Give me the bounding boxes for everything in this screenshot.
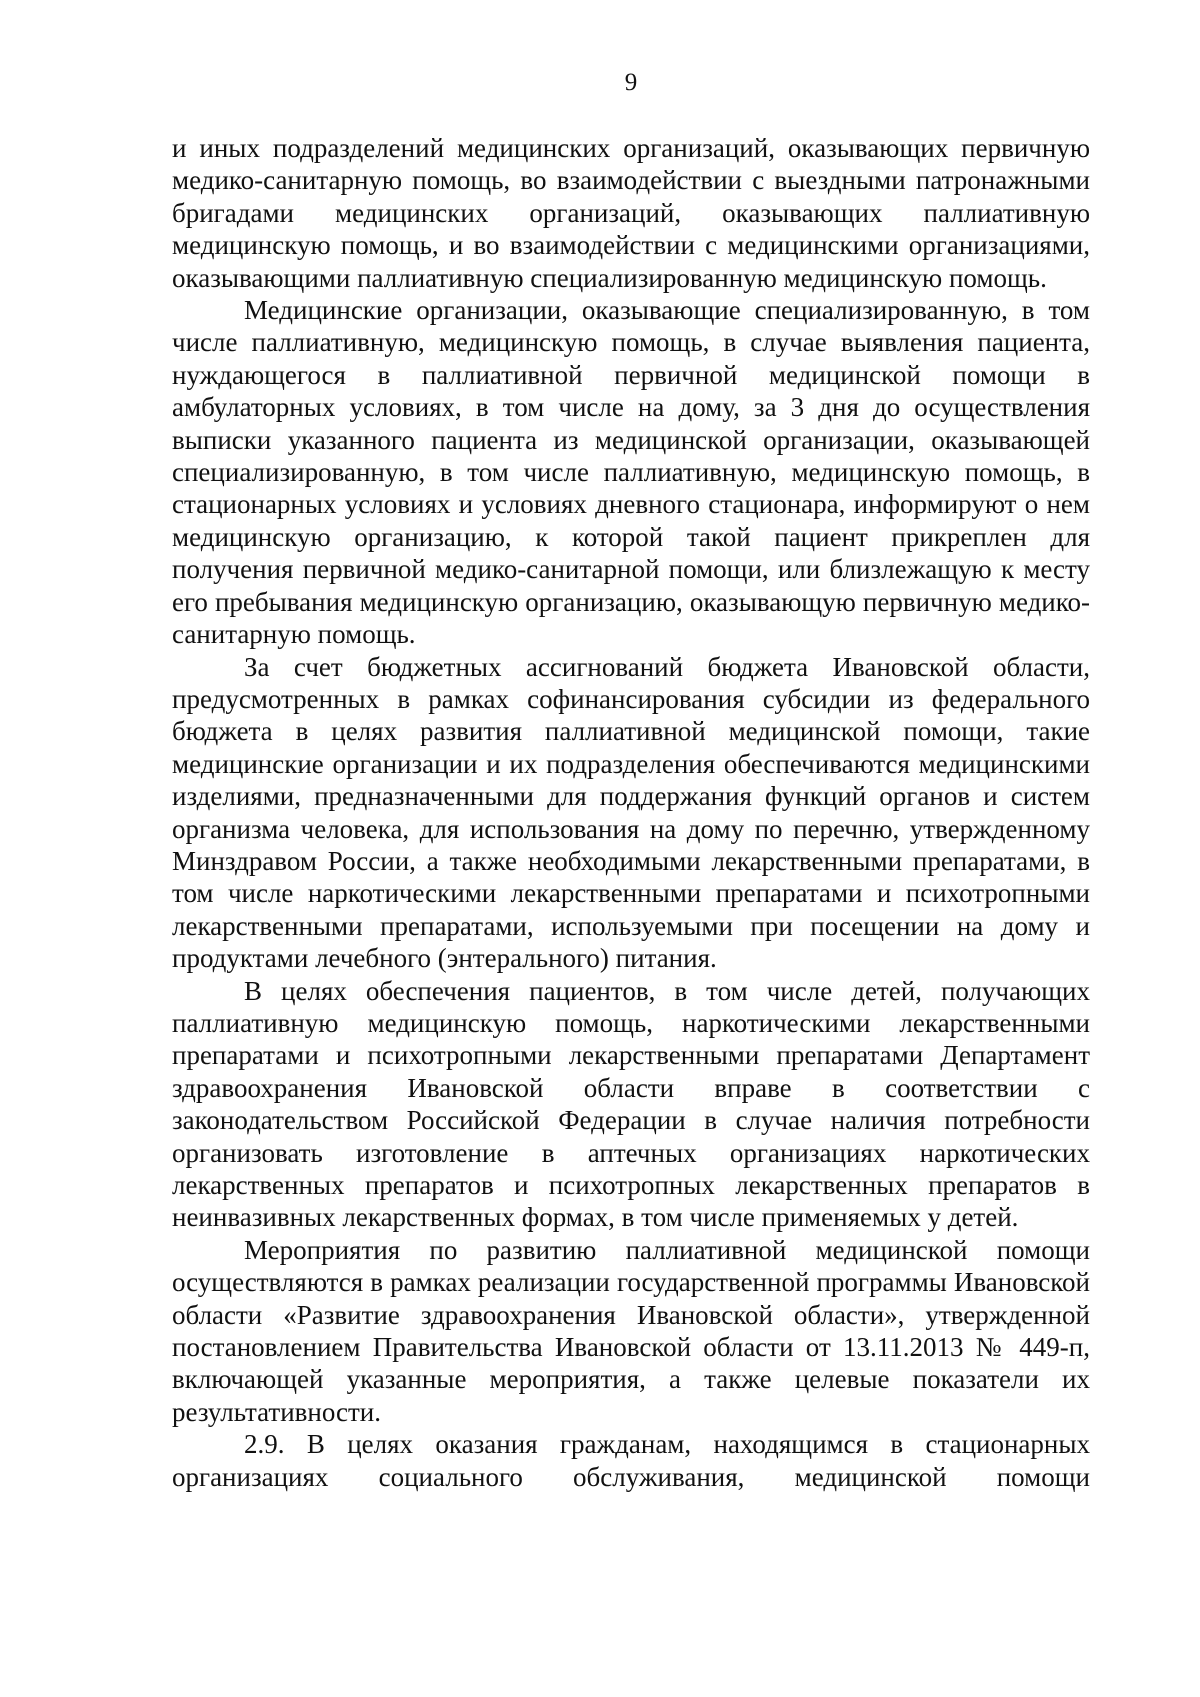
- paragraph-notification: Медицинские организации, оказывающие специализированную, в том числе паллиативную, медицинскую помощь, в случае выявления пациента, нуждающегося в паллиативной первичной медицинской помощи в амбулаторных условиях, в том числе на дому, за 3 дня до осуществления выписки указанного пациента из медицинской организации, оказывающей специализированную, в том числе паллиативную, медицинскую помощь, в стационарных условиях и условиях дневного стационара, информируют о нем медицинскую организацию, к которой такой пациент прикреплен для получения первичной медико-санитарной помощи, или близлежащую к месту его пребывания медицинскую организацию, оказывающую первичную медико-санитарную помощь.: [172, 295, 1090, 650]
- paragraph-continuation: и иных подразделений медицинских организаций, оказывающих первичную медико-санитарную помощь, во взаимодействии с выездными патронажными бригадами медицинских организаций, оказывающих паллиативную медицинскую помощь, и во взаимодействии с медицинскими организациями, оказывающими паллиативную специализированную медицинскую помощь.: [172, 133, 1090, 293]
- paragraph-funding: За счет бюджетных ассигнований бюджета Ивановской области, предусмотренных в рамках софинансирования субсидии из федерального бюджета в целях развития паллиативной медицинской помощи, такие медицинские организации и их подразделения обеспечиваются медицинскими изделиями, предназначенными для поддержания функций органов и систем организма человека, для использования на дому по перечню, утвержденному Минздравом России, а также необходимыми лекарственными препаратами, в том числе наркотическими лекарственными препаратами и психотропными лекарственными препаратами, используемыми при посещении на дому и продуктами лечебного (энтерального) питания.: [172, 651, 1090, 974]
- paragraph-program: Мероприятия по развитию паллиативной медицинской помощи осуществляются в рамках реализации государственной программы Ивановской области «Развитие здравоохранения Ивановской области», утвержденной постановлением Правительства Ивановской области от 13.11.2013 № 449-п, включающей указанные мероприятия, а также целевые показатели их результативности.: [172, 1234, 1090, 1427]
- page-number: 9: [624, 69, 638, 96]
- paragraph-section-2-9: 2.9. В целях оказания гражданам, находящимся в стационарных организациях социального обслуживания, медицинской помощи: [172, 1429, 1090, 1492]
- document-body: [172, 132, 1090, 1493]
- paragraph-drug-provision: В целях обеспечения пациентов, в том числе детей, получающих паллиативную медицинскую помощь, наркотическими лекарственными препаратами и психотропными лекарственными препаратами Департамент здравоохранения Ивановской области вправе в соответствии с законодательством Российской Федерации в случае наличия потребности организовать изготовление в аптечных организациях наркотических лекарственных препаратов и психотропных лекарственных препаратов в неинвазивных лекарственных формах, в том числе применяемых у детей.: [172, 975, 1090, 1233]
